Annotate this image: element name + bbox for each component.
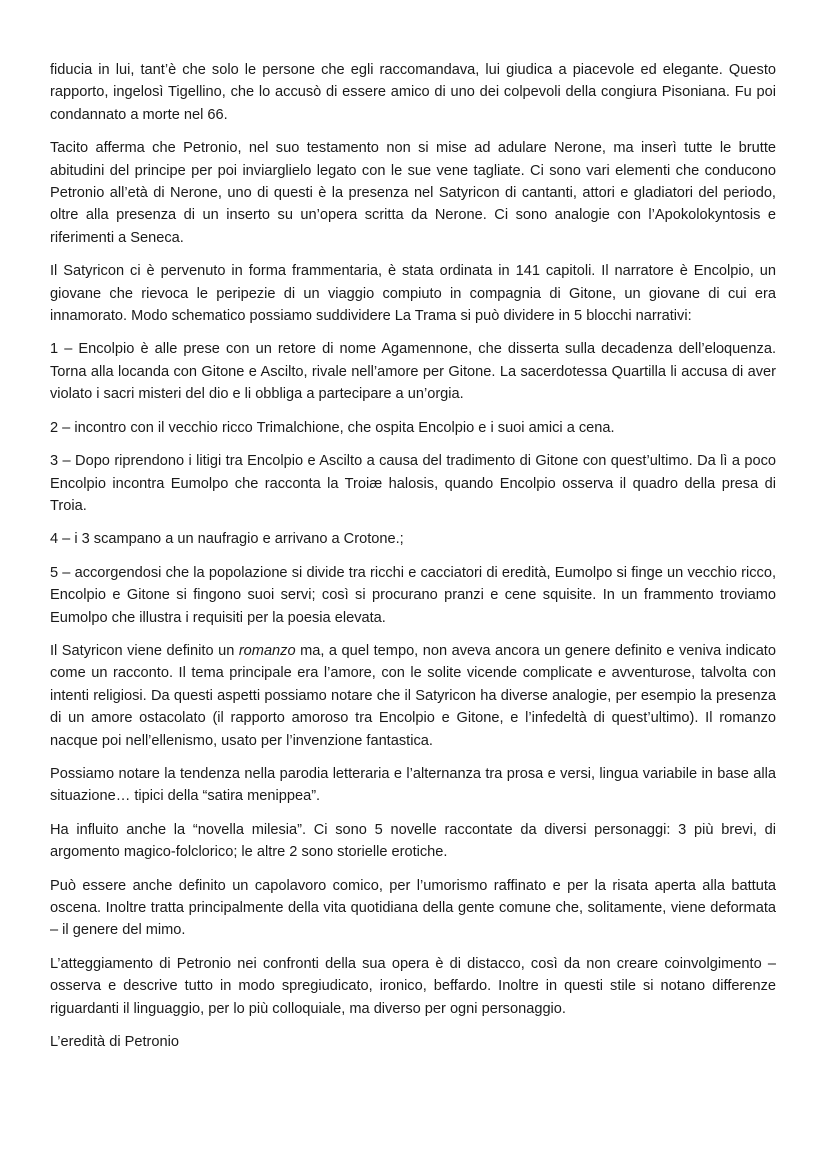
paragraph-9 [50, 640, 776, 752]
paragraph-2: Tacito afferma che Petronio, nel suo testamento non si mise ad adulare Nerone, ma inserì tutte le brutte abitudini del principe per poi inviarglielo legato con le sue vene tagliate. Ci sono vari elementi che conducono Petronio all’età di Nerone, uno di questi è la presenza nel Satyricon di cantanti, attori e gladiatori del periodo, oltre alla presenza di un inserto su un’opera scritta da Nerone. Ci sono analogie con l’Apokolokyntosis e riferimenti a Seneca. [50, 140, 776, 246]
paragraph-6: 3 – Dopo riprendono i litigi tra Encolpio e Ascilto a causa del tradimento di Gitone con quest’ultimo. Da lì a poco Encolpio incontra Eumolpo che racconta la Troiæ halosis, quando Encolpio osserva il quadro della presa di Troia. [50, 453, 776, 514]
paragraph-1: fiducia in lui, tant’è che solo le persone che egli raccomandava, lui giudica a piacevole ed elegante. Questo rapporto, ingelosì Tigellino, che lo accusò di essere amico di uno dei colpevoli della congiura Pisoniana. Fu poi condannato a morte nel 66. [50, 62, 776, 123]
paragraph-9-italic: romanzo [238, 642, 296, 659]
paragraph-11: Ha influito anche la “novella milesia”. Ci sono 5 novelle raccontate da diversi personaggi: 3 più brevi, di argomento magico-folclorico; le altre 2 sono storielle erotiche. [50, 821, 776, 861]
paragraph-9-after: ma, a quel tempo, non aveva ancora un genere definito e veniva indicato come un racconto. Il tema principale era l’amore, con le solite vicende complicate e avventurose, talvolta con intenti religiosi. Da questi aspetti possiamo notare che il Satyricon ha diverse analogie, per esempio la presenza di un amore ostacolato (il rapporto amoroso tra Encolpio e Gitone, e l’infedeltà di quest’ultimo). Il romanzo nacque poi nell’ellenismo, usato per l’invenzione fantastica. [50, 642, 776, 749]
paragraph-5: 2 – incontro con il vecchio ricco Trimalchione, che ospita Encolpio e i suoi amici a cena. [50, 419, 615, 436]
paragraph-7: 4 – i 3 scampano a un naufragio e arrivano a Crotone.; [50, 531, 404, 548]
paragraph-12: Può essere anche definito un capolavoro comico, per l’umorismo raffinato e per la risata aperta alla battuta oscena. Inoltre tratta principalmente della vita quotidiana della gente comune che, solitamente, viene deformata – il genere del mimo. [50, 877, 776, 939]
paragraph-3: Il Satyricon ci è pervenuto in forma frammentaria, è stata ordinata in 141 capitoli. Il narratore è Encolpio, un giovane che rievoca le peripezie di un viaggio compiuto in compagnia di Gitone, un giovane di cui era innamorato. Modo schematico possiamo suddividere La Trama si può dividere in 5 blocchi narrativi: [50, 263, 776, 325]
paragraph-4: 1 – Encolpio è alle prese con un retore di nome Agamennone, che disserta sulla decadenza dell’eloquenza. Torna alla locanda con Gitone e Ascilto, rivale nell’amore per Gitone. La sacerdotessa Quartilla li accusa di aver violato i sacri misteri del dio e li obbliga a partecipare a un’orgia. [50, 341, 776, 403]
paragraph-9-before: Il Satyricon viene definito un [50, 642, 239, 659]
paragraph-10: Possiamo notare la tendenza nella parodia letteraria e l’alternanza tra prosa e versi, lingua variabile in base alla situazione… tipici della “satira menippea”. [50, 765, 776, 805]
paragraph-8: 5 – accorgendosi che la popolazione si divide tra ricchi e cacciatori di eredità, Eumolpo si finge un vecchio ricco, Encolpio e Gitone si fingono suoi servi; così si procurano pranzi e cene squisite. In un frammento troviamo Eumolpo che illustra i requisiti per la poesia elevata. [50, 564, 776, 626]
section-heading: L’eredità di Petronio [50, 1034, 179, 1051]
paragraph-13: L’atteggiamento di Petronio nei confronti della sua opera è di distacco, così da non creare coinvolgimento – osserva e descrive tutto in modo spregiudicato, ironico, beffardo. Inoltre in questi stile si notano differenze riguardanti il linguaggio, per lo più colloquiale, ma diverso per ogni personaggio. [50, 955, 776, 1017]
